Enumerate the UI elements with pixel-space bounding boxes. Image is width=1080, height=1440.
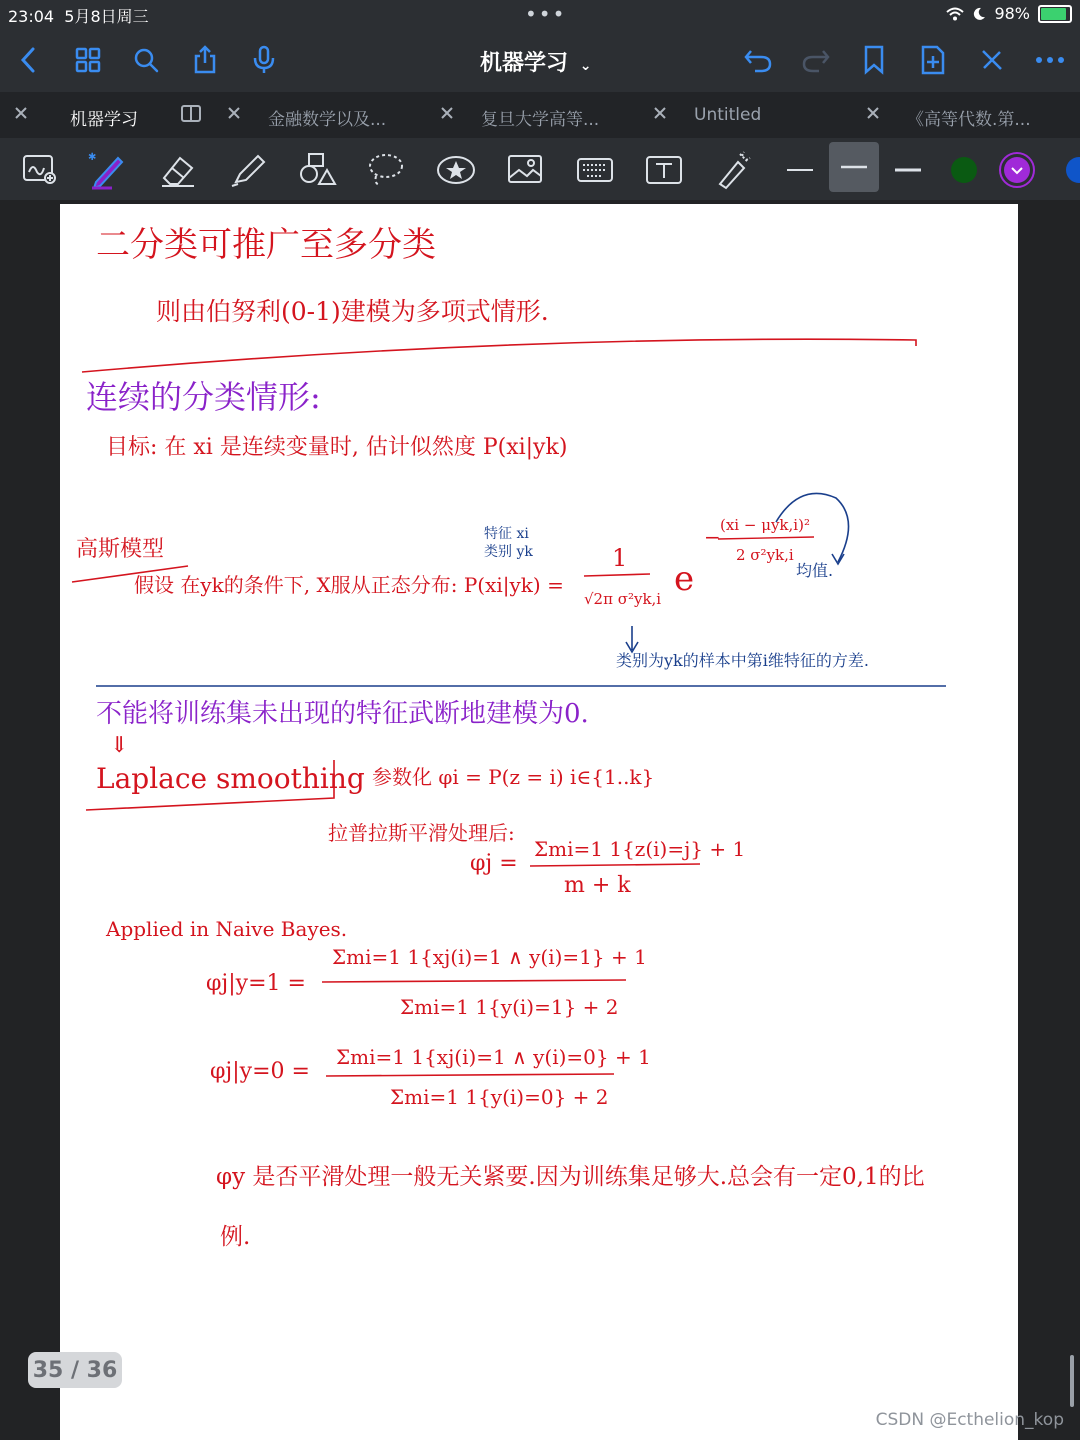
nb0-den: Σmi=1 1{y(i)=0} + 2 [390, 1085, 609, 1109]
phij-den: m + k [564, 873, 631, 898]
smooth-line: 不能将训练集未出现的特征武断地建模为0. [96, 699, 589, 729]
tab-1[interactable]: 金融数学以及... [213, 92, 426, 138]
nb1-lhs: φj|y=1 = [206, 971, 306, 996]
close-icon[interactable] [225, 104, 243, 122]
moon-icon [972, 7, 986, 21]
text-box-icon[interactable] [642, 148, 686, 192]
applied-line: Applied in Naive Bayes. [106, 917, 348, 941]
battery-icon [1038, 5, 1072, 23]
scrollbar[interactable] [1070, 1355, 1074, 1407]
gauss-exp-num: (xi − μyk,i)² [720, 516, 810, 534]
battery-percent: 98% [994, 4, 1030, 23]
note-page[interactable] [60, 204, 1018, 1440]
phij-num: Σmi=1 1{z(i)=j} + 1 [534, 837, 746, 861]
gauss-exp-den: 2 σ²yk,i [736, 546, 794, 564]
highlighter-icon[interactable] [226, 148, 270, 192]
back-chevron-icon[interactable] [10, 42, 46, 78]
laser-pointer-icon[interactable] [710, 148, 754, 192]
laplace-label: Laplace smoothing [96, 762, 365, 795]
line-thick-icon[interactable] [886, 148, 930, 192]
color-green-swatch[interactable] [942, 148, 986, 192]
line-thin-icon[interactable] [778, 148, 822, 192]
note-line-2: 则由伯努利(0-1)建模为多项式情形. [156, 297, 549, 326]
add-page-icon[interactable] [915, 42, 951, 78]
variance-note: 类别为yk的样本中第i维特征的方差. [616, 651, 869, 670]
phij-lhs: φj = [470, 851, 518, 876]
top-toolbar [0, 28, 1080, 92]
lasso-icon[interactable] [364, 148, 408, 192]
close-icon[interactable] [651, 104, 669, 122]
notebook-title[interactable]: 机器学习 ⌄ [480, 51, 592, 76]
color-purple-swatch[interactable] [995, 148, 1039, 192]
sticker-star-icon[interactable] [434, 148, 478, 192]
zoom-window-icon[interactable] [18, 148, 62, 192]
tab-4[interactable]: 《高等代数.第... [852, 92, 1065, 138]
drawing-tools [0, 138, 1080, 200]
mean-arrow-head [832, 554, 844, 564]
after-smooth: 拉普拉斯平滑处理后: [328, 821, 515, 845]
page-counter: 35 / 36 [28, 1352, 122, 1388]
grid-icon[interactable] [70, 42, 106, 78]
mean-label: 均值. [796, 561, 834, 580]
shapes-icon[interactable] [295, 148, 339, 192]
gauss-line: 假设 在yk的条件下, X服从正态分布: P(xi|yk) = [134, 573, 564, 597]
tab-0[interactable]: 机器学习 [0, 92, 213, 138]
microphone-icon[interactable] [246, 42, 282, 78]
tab-3[interactable]: Untitled [639, 92, 852, 138]
status-time: 23:04 5月8日周三 [8, 7, 149, 26]
status-bar [0, 0, 1080, 28]
more-icon[interactable] [1032, 42, 1068, 78]
pen-icon[interactable] [86, 148, 130, 192]
class-label: 类别 yk [484, 544, 533, 560]
wifi-icon [946, 7, 964, 21]
svg-text:✱: ✱ [88, 152, 97, 163]
line-medium-icon[interactable] [829, 142, 879, 192]
keyboard-icon[interactable] [573, 148, 617, 192]
gauss-exp-e: e [674, 559, 695, 599]
nb1-den: Σmi=1 1{y(i)=1} + 2 [400, 995, 619, 1019]
nb0-bar [326, 1074, 614, 1076]
gauss-frac-den: √2π σ²yk,i [584, 590, 662, 608]
down-arrow: ⇓ [110, 733, 129, 758]
phiy-line: φy 是否平滑处理一般无关紧要.因为训练集足够大.总会有一定0,1的比 [216, 1164, 925, 1190]
divider-red [82, 339, 916, 372]
chevron-down-icon: ⌄ [579, 58, 592, 74]
gauss-exp-minus: − [704, 525, 721, 549]
undo-icon[interactable] [740, 42, 776, 78]
note-line-3: 连续的分类情形: [86, 378, 321, 416]
gauss-exp-bar [718, 537, 814, 539]
status-right [946, 4, 1072, 23]
close-icon[interactable] [438, 104, 456, 122]
note-line-4: 目标: 在 xi 是连续变量时, 估计似然度 P(xi|yk) [106, 435, 568, 460]
search-icon[interactable] [128, 42, 164, 78]
gauss-title: 高斯模型 [76, 537, 165, 562]
redo-icon[interactable] [798, 42, 834, 78]
share-icon[interactable] [187, 42, 223, 78]
split-view-icon[interactable] [180, 103, 202, 125]
nb1-bar [322, 980, 626, 982]
image-icon[interactable] [503, 148, 547, 192]
nb0-lhs: φj|y=0 = [210, 1059, 310, 1084]
variance-arrow [626, 626, 638, 652]
bookmark-icon[interactable] [856, 42, 892, 78]
param-line: 参数化 φi = P(z = i) i∈{1..k} [372, 765, 655, 789]
note-line-1: 二分类可推广至多分类 [96, 225, 436, 265]
phiy-line-2: 例. [220, 1224, 251, 1250]
nb0-num: Σmi=1 1{xj(i)=1 ∧ y(i)=0} + 1 [336, 1045, 651, 1069]
watermark: CSDN @Ecthelion_kop [875, 1410, 1064, 1430]
close-icon[interactable] [864, 104, 882, 122]
nb1-num: Σmi=1 1{xj(i)=1 ∧ y(i)=1} + 1 [332, 945, 647, 969]
phij-bar [530, 864, 700, 866]
tab-2[interactable]: 复旦大学高等... [426, 92, 639, 138]
eraser-icon[interactable] [156, 148, 200, 192]
pen-off-icon[interactable] [974, 42, 1010, 78]
multitasking-dots-icon[interactable]: ••• [525, 2, 567, 26]
gauss-frac-num: 1 [612, 544, 628, 572]
document-tabs [0, 92, 1080, 138]
feature-label: 特征 xi [484, 526, 529, 542]
color-blue-swatch[interactable] [1050, 148, 1080, 192]
gauss-frac-bar [584, 574, 650, 576]
close-icon[interactable] [12, 104, 30, 122]
